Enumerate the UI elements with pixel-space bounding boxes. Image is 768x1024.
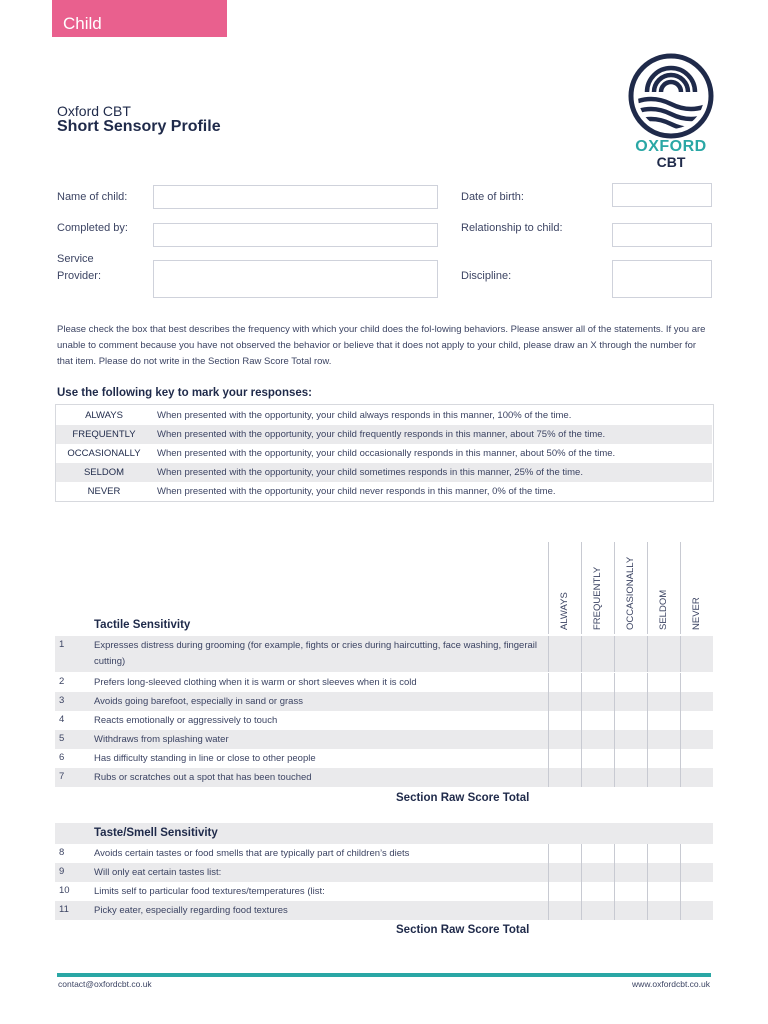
key-heading: Use the following key to mark your responses:: [57, 387, 312, 399]
key-description: When presented with the opportunity, your child occasionally responds in this manner, about 50% of the time.: [157, 448, 616, 459]
checkbox-frequently[interactable]: [581, 673, 614, 692]
table-row: [55, 711, 713, 730]
key-term: ALWAYS: [85, 410, 123, 421]
checkbox-seldom[interactable]: [647, 901, 680, 920]
checkbox-always[interactable]: [548, 901, 581, 920]
column-divider: [548, 542, 549, 634]
tactile-section-title: Tactile Sensitivity: [94, 619, 191, 631]
item-number: 5: [59, 733, 65, 744]
checkbox-frequently[interactable]: [581, 692, 614, 711]
item-text: Limits self to particular food textures/temperatures (list:: [94, 886, 325, 897]
key-description: When presented with the opportunity, your child never responds in this manner, 0% of the time.: [157, 486, 556, 497]
checkbox-never[interactable]: [680, 692, 713, 711]
item-text: Picky eater, especially regarding food textures: [94, 905, 288, 916]
checkbox-seldom[interactable]: [647, 730, 680, 749]
footer-divider: [57, 973, 711, 977]
checkbox-seldom[interactable]: [647, 692, 680, 711]
checkbox-frequently[interactable]: [581, 636, 614, 672]
checkbox-never[interactable]: [680, 768, 713, 787]
checkbox-frequently[interactable]: [581, 749, 614, 768]
service-label-line2: Provider:: [57, 270, 102, 282]
key-description: When presented with the opportunity, your child always responds in this manner, 100% of the time.: [157, 410, 572, 421]
checkbox-frequently[interactable]: [581, 882, 614, 901]
key-row-frequently: [56, 425, 712, 444]
child-tab: Child: [52, 0, 227, 37]
key-term: SELDOM: [83, 467, 125, 478]
checkbox-seldom[interactable]: [647, 749, 680, 768]
key-description: When presented with the opportunity, your child frequently responds in this manner, about 75% of the time.: [157, 429, 606, 440]
table-row: [55, 636, 713, 672]
checkbox-never[interactable]: [680, 863, 713, 882]
checkbox-occasionally[interactable]: [614, 711, 647, 730]
checkbox-occasionally[interactable]: [614, 692, 647, 711]
taste-section-title: Taste/Smell Sensitivity: [94, 827, 218, 839]
checkbox-frequently[interactable]: [581, 901, 614, 920]
name-of-child-label: Name of child:: [57, 191, 128, 203]
checkbox-never[interactable]: [680, 636, 713, 672]
item-number: 8: [59, 847, 65, 858]
discipline-field[interactable]: [612, 260, 712, 298]
checkbox-never[interactable]: [680, 882, 713, 901]
checkbox-never[interactable]: [680, 711, 713, 730]
column-divider: [647, 542, 648, 634]
taste-section-header: [55, 823, 713, 844]
checkbox-seldom[interactable]: [647, 711, 680, 730]
checkbox-seldom[interactable]: [647, 636, 680, 672]
table-row: [55, 730, 713, 749]
table-row: [55, 882, 713, 901]
item-text: Rubs or scratches out a spot that has been touched: [94, 772, 312, 783]
key-row-occasionally: [56, 444, 712, 463]
logo-word-oxford: OXFORD: [635, 138, 707, 155]
checkbox-always[interactable]: [548, 749, 581, 768]
page-title: Short Sensory Profile: [57, 118, 221, 135]
item-text: Has difficulty standing in line or close to other people: [94, 753, 316, 764]
column-header-always: ALWAYS: [559, 592, 570, 630]
checkbox-occasionally[interactable]: [614, 636, 647, 672]
item-text: Avoids going barefoot, especially in sand or grass: [94, 696, 303, 707]
checkbox-always[interactable]: [548, 692, 581, 711]
column-header-seldom: SELDOM: [658, 589, 669, 630]
taste-raw-score-total-label: Section Raw Score Total: [396, 924, 530, 936]
table-row: [55, 768, 713, 787]
checkbox-occasionally[interactable]: [614, 844, 647, 863]
date-of-birth-field[interactable]: [612, 183, 712, 207]
checkbox-seldom[interactable]: [647, 863, 680, 882]
key-term: FREQUENTLY: [72, 429, 136, 440]
checkbox-never[interactable]: [680, 901, 713, 920]
brand-name: Oxford CBT: [57, 103, 131, 119]
checkbox-never[interactable]: [680, 730, 713, 749]
checkbox-always[interactable]: [548, 711, 581, 730]
column-header-never: NEVER: [691, 597, 702, 630]
item-number: 1: [59, 639, 65, 650]
column-header-frequently: FREQUENTLY: [592, 566, 603, 630]
item-number: 2: [59, 676, 65, 687]
table-row: [55, 673, 713, 692]
item-number: 9: [59, 866, 65, 877]
checkbox-seldom[interactable]: [647, 673, 680, 692]
footer-website-link[interactable]: www.oxfordcbt.co.uk: [632, 979, 710, 989]
checkbox-always[interactable]: [548, 730, 581, 749]
checkbox-always[interactable]: [548, 882, 581, 901]
relationship-label: Relationship to child:: [461, 222, 563, 234]
item-number: 6: [59, 752, 65, 763]
item-number: 10: [59, 885, 70, 896]
item-text: Expresses distress during grooming (for example, fights or cries during haircutting, face washing, fingerail cutting): [94, 640, 538, 667]
table-row: [55, 692, 713, 711]
key-row-always: [56, 406, 712, 425]
item-number: 3: [59, 695, 65, 706]
item-number: 7: [59, 771, 65, 782]
checkbox-always[interactable]: [548, 673, 581, 692]
checkbox-seldom[interactable]: [647, 844, 680, 863]
tactile-raw-score-total-label: Section Raw Score Total: [396, 792, 530, 804]
checkbox-occasionally[interactable]: [614, 730, 647, 749]
key-description: When presented with the opportunity, your child sometimes responds in this manner, 25% of the time.: [157, 467, 583, 478]
table-row: [55, 863, 713, 882]
completed-by-label: Completed by:: [57, 222, 128, 234]
key-term: OCCASIONALLY: [67, 448, 141, 459]
checkbox-seldom[interactable]: [647, 882, 680, 901]
checkbox-occasionally[interactable]: [614, 863, 647, 882]
column-divider: [581, 542, 582, 634]
completed-by-field[interactable]: [153, 223, 438, 247]
table-row: [55, 749, 713, 768]
item-number: 11: [59, 904, 69, 915]
service-provider-field[interactable]: [153, 260, 438, 298]
table-row: [55, 844, 713, 863]
checkbox-occasionally[interactable]: [614, 749, 647, 768]
date-of-birth-label: Date of birth:: [461, 191, 524, 203]
footer-email-link[interactable]: contact@oxfordcbt.co.uk: [58, 979, 152, 989]
oxford-cbt-logo-icon: [627, 52, 715, 140]
checkbox-occasionally[interactable]: [614, 768, 647, 787]
checkbox-never[interactable]: [680, 673, 713, 692]
relationship-field[interactable]: [612, 223, 712, 247]
key-row-never: [56, 482, 712, 501]
discipline-label: Discipline:: [461, 270, 512, 282]
checkbox-always[interactable]: [548, 768, 581, 787]
checkbox-always[interactable]: [548, 863, 581, 882]
column-divider: [680, 542, 681, 634]
table-row: [55, 901, 713, 920]
checkbox-frequently[interactable]: [581, 863, 614, 882]
checkbox-never[interactable]: [680, 844, 713, 863]
key-term: NEVER: [87, 486, 121, 497]
item-text: Will only eat certain tastes list:: [94, 867, 222, 878]
item-text: Avoids certain tastes or food smells that are typically part of children’s diets: [94, 848, 410, 859]
item-text: Reacts emotionally or aggressively to touch: [94, 715, 278, 726]
service-label-line1: Service: [57, 253, 94, 265]
checkbox-occasionally[interactable]: [614, 673, 647, 692]
key-row-seldom: [56, 463, 712, 482]
checkbox-frequently[interactable]: [581, 844, 614, 863]
checkbox-frequently[interactable]: [581, 768, 614, 787]
checkbox-frequently[interactable]: [581, 730, 614, 749]
response-key-table: [55, 404, 714, 502]
instructions-text: Please check the box that best describes the frequency with which your child does the fol-lowing behaviors. Please answer all of the statements. If you are unable to comment because you have not observed the behavior or believe that it does not apply to your child, please draw an X through the number for that item. Please do not write in the Section Raw Score Total row.: [57, 324, 706, 367]
checkbox-never[interactable]: [680, 749, 713, 768]
checkbox-seldom[interactable]: [647, 768, 680, 787]
column-divider: [614, 542, 615, 634]
item-text: Withdraws from splashing water: [94, 734, 229, 745]
checkbox-frequently[interactable]: [581, 711, 614, 730]
item-number: 4: [59, 714, 65, 725]
checkbox-occasionally[interactable]: [614, 882, 647, 901]
column-header-occasionally: OCCASIONALLY: [625, 556, 636, 630]
checkbox-occasionally[interactable]: [614, 901, 647, 920]
name-of-child-field[interactable]: [153, 185, 438, 209]
logo-word-cbt: CBT: [656, 154, 686, 170]
checkbox-always[interactable]: [548, 844, 581, 863]
item-text: Prefers long-sleeved clothing when it is warm or short sleeves when it is cold: [94, 677, 417, 688]
checkbox-always[interactable]: [548, 636, 581, 672]
